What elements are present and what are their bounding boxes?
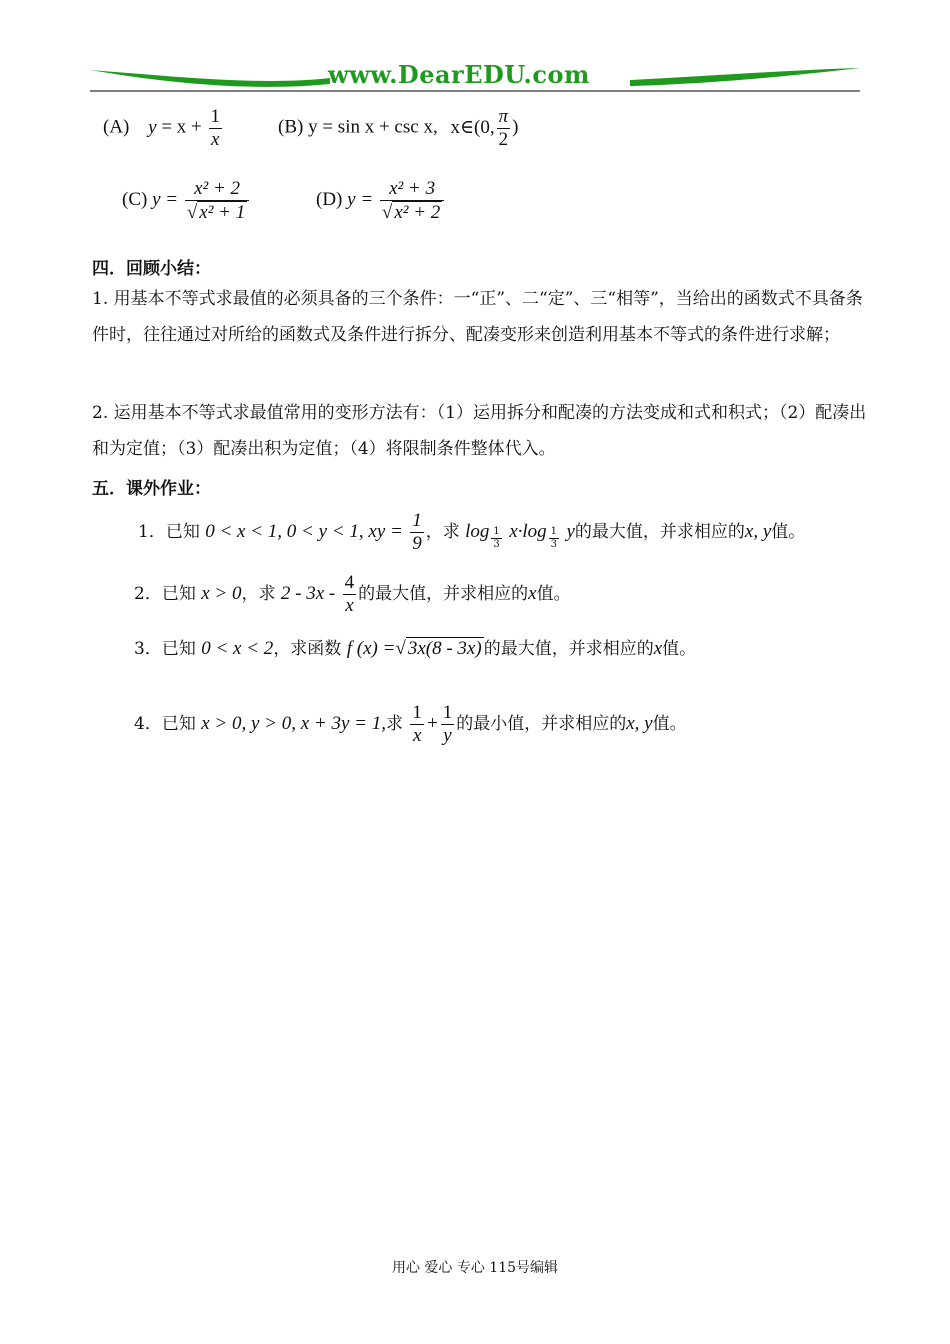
header-banner bbox=[90, 58, 860, 98]
option-c-fraction: $\frac{\text{x² + 2}}{\text{√ x² + 1}}$ bbox=[185, 178, 249, 224]
q1-fraction: $\frac{1}{9}$ bbox=[412, 510, 422, 554]
option-d bbox=[316, 178, 446, 224]
option-a-expr: = x + bbox=[161, 116, 202, 138]
option-b-fraction: $\frac{\pi}{2}$ bbox=[498, 106, 509, 150]
option-b-expr: y = sin x + csc x bbox=[308, 116, 433, 138]
option-d-fraction: $\frac{\text{x² + 3}}{\text{√ x² + 2}}$ bbox=[380, 178, 444, 224]
option-d-y: y = bbox=[347, 189, 374, 211]
option-d-label: (D) bbox=[316, 189, 343, 211]
homework-q1: 1．已知 0 < x < 1, 0 < y < 1, xy = $\frac{1}{9}$ ，求 log $\frac{1}{3}$ x·log $\frac{1}{3}$ y的最大值，并求相应的x, y值。 bbox=[138, 510, 806, 554]
header-logo-text: www.DearEDU.com bbox=[328, 60, 590, 89]
q1-log-base-1: $\frac{1}{3}$ bbox=[493, 526, 500, 550]
section4-title: 四．回顾小结： bbox=[92, 259, 211, 279]
q2-fraction: $\frac{4}{x}$ bbox=[344, 572, 355, 616]
option-b bbox=[278, 106, 518, 151]
option-b-label: (B) bbox=[278, 116, 304, 138]
option-a-y: y bbox=[148, 116, 157, 138]
q4-fraction-1: $\frac{1}{x}$ bbox=[412, 702, 422, 746]
homework-q4: 4．已知 x > 0, y > 0, x + 3y = 1,求 $\frac{1}{x}$ + $\frac{1}{y}$ 的最小值，并求相应的x, y值。 bbox=[134, 702, 687, 746]
section5-title: 五．课外作业： bbox=[92, 479, 211, 499]
option-a bbox=[103, 106, 224, 151]
option-c bbox=[122, 178, 251, 224]
option-c-label: (C) bbox=[122, 189, 148, 211]
homework-q2: 2．已知 x > 0，求 2 - 3x - $\frac{4}{x}$ 的最大值，并求相应的x值。 bbox=[134, 572, 571, 616]
option-b-domain-right: ) bbox=[512, 116, 519, 138]
option-a-fraction: $\frac{1}{x}$ bbox=[210, 106, 221, 150]
option-b-sep: , bbox=[432, 116, 438, 138]
section4-paragraph-1: 1. 用基本不等式求最值的必须具备的三个条件：一“正”、二“定”、三“相等”，当给出的函数式不具备条件时，往往通过对所给的函数式及条件进行拆分、配凑变形来创造利用基本不等式的条件进行求解； bbox=[92, 289, 863, 345]
option-a-label: (A) bbox=[103, 116, 130, 138]
section4-paragraph-2: 2. 运用基本不等式求最值常用的变形方法有：（1）运用拆分和配凑的方法变成和式和积式；（2）配凑出和为定值；（3）配凑出积为定值；（4）将限制条件整体代入。 bbox=[92, 403, 867, 459]
option-c-y: y = bbox=[152, 189, 179, 211]
option-b-domain-left: x∈(0, bbox=[450, 116, 495, 138]
q1-log-base-2: $\frac{1}{3}$ bbox=[550, 526, 558, 550]
homework-q3: 3．已知 0 < x < 2，求函数 f (x) =√ 3x(8 - 3x) 的最大值，并求相应的x值。 bbox=[134, 638, 697, 659]
page-footer: 用心 爱心 专心 115号编辑 bbox=[391, 1260, 559, 1276]
q4-fraction-2: $\frac{1}{y}$ bbox=[442, 702, 453, 746]
